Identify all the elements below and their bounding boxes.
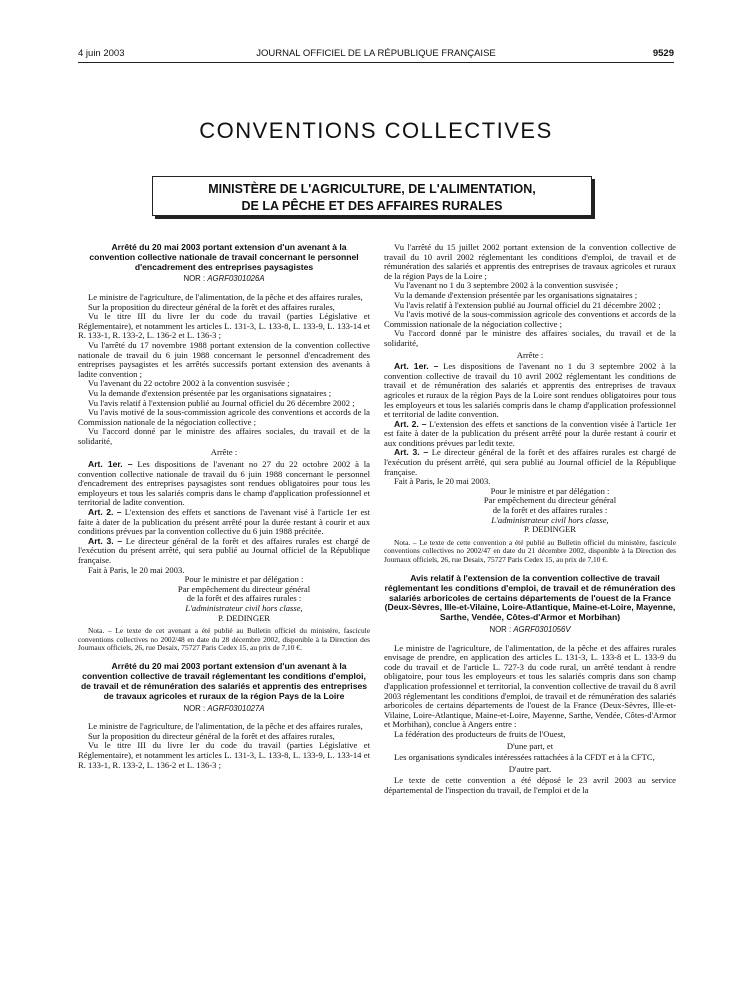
paragraph: Le ministre de l'agriculture, de l'alimentation, de la pêche et des affaires rurales, <box>88 721 363 732</box>
paragraph: Les organisations syndicales intéressées rattachées à la CFDT et à la CFTC, <box>394 752 655 763</box>
article-2: Art. 2. – L'extension des effets et sanctions de l'avenant visé à l'article 1er est faite à dater de la publication du présent arrêté pour la durée restant à courir et aux conditions prévues par la convention collective du 6 juin 1988 précitée. <box>78 507 370 537</box>
paragraph: D'une part, et <box>506 740 554 751</box>
paragraph: D'autre part. <box>508 763 552 774</box>
paragraph: Vu l'avis relatif à l'extension publié au Journal officiel du 21 décembre 2002 ; <box>394 299 661 310</box>
ministry-line-2: DE LA PÊCHE ET DES AFFAIRES RURALES <box>241 199 503 213</box>
signature-line: Par empêchement du directeur général <box>483 495 617 506</box>
arrete-label: Arrête : <box>210 447 238 458</box>
paragraph: Vu le titre III du livre Ier du code du travail (parties Législative et Réglementaire), et notamment les articles L. 131-3, L. 133-8, L. 133-9, L. 133-14 et R. 133-1, R. 133-2, L. 136-2 et L. 136-3 ; <box>78 740 370 770</box>
article-3: Art. 3. – Le directeur général de la forêt et des affaires rurales est chargé de l'exécution du présent arrêté, qui sera publié au Journal officiel de la République française. <box>78 535 370 566</box>
signatory-name: P. DEDINGER <box>217 612 271 623</box>
arrete-label: Arrête : <box>516 349 544 360</box>
header-page-number: 9529 <box>652 48 674 59</box>
avis-title: Avis relatif à l'extension de la convention collective de travail réglementant les conditions d'emploi, de travail et de rémunération des salariés arboricoles de certains départements de l'ouest de la France (Deux-Sèvres, Ille-et-Vilaine, Loire-Atlantique, Maine-et-Loire, Mayenne, Sarthe, Vendée, Côtes-d'Armor et Morbihan) <box>384 573 676 623</box>
avis-nor: NOR : AGRF0301056V <box>489 625 571 635</box>
paragraph: Sur la proposition du directeur général de la forêt et des affaires rurales, <box>88 730 335 741</box>
paragraph: Vu l'avis motivé de la sous-commission agricole des conventions et accords de la Commission nationale de la négociation collective ; <box>384 309 676 329</box>
right-column <box>384 243 676 796</box>
article-2: Art. 2. – L'extension des effets et sanctions de la convention visée à l'article 1er est faite à dater de la publication du présent arrêté pour la durée restant à courir et aux conditions prévues par ledit texte. <box>384 418 676 448</box>
arrete-2-title: Arrêté du 20 mai 2003 portant extension d'un avenant à la convention collective de travail réglementant les conditions d'emploi, de travail et de rémunération des salariés et apprentis des entreprises de travaux agricoles et ruraux de la région Pays de la Loire <box>80 661 368 701</box>
signature-line: Pour le ministre et par délégation : <box>490 485 610 496</box>
paragraph: Sur la proposition du directeur général de la forêt et des affaires rurales, <box>88 301 335 312</box>
paragraph: Vu l'accord donné par le ministre des affaires sociales, du travail et de la solidarité, <box>78 426 370 446</box>
fait-a-paris: Fait à Paris, le 20 mai 2003. <box>394 476 491 487</box>
paragraph: Vu l'arrêté du 15 juillet 2002 portant extension de la convention collective de travail du 10 avril 2002 réglementant les conditions d'emploi, de travail et de rémunération des salariés et apprentis des entreprises de travaux agricoles et ruraux de la région Pays de la Loire ; <box>384 242 676 281</box>
fait-a-paris: Fait à Paris, le 20 mai 2003. <box>88 564 185 575</box>
article-3: Art. 3. – Le directeur général de la forêt et des affaires rurales est chargé de l'exécution du présent arrêté, qui sera publié au Journal officiel de la République française. <box>384 447 676 477</box>
signature-line: L'administrateur civil hors classe, <box>185 602 303 613</box>
paragraph: Vu la demande d'extension présentée par les organisations signataires ; <box>88 387 332 398</box>
paragraph: Le ministre de l'agriculture, de l'alimentation, de la pêche et des affaires rurales, <box>88 291 363 302</box>
paragraph: Le texte de cette convention a été déposé le 23 avril 2003 au service départemental de l'inspection du travail, de l'emploi et de la <box>384 775 676 795</box>
paragraph: Vu l'arrêté du 17 novembre 1988 portant extension de la convention collective nationale de travail du 6 juin 1988 concernant le personnel d'encadrement des entreprises paysagistes et les arrêtés successifs portant extension des avenants à ladite convention ; <box>78 339 370 379</box>
signature-line: de la forêt et des affaires rurales : <box>186 593 302 604</box>
nota: Nota. – Le texte de cette convention a été publié au Bulletin officiel du ministère, fascicule conventions collectives no 2002/47 en date du 21 décembre 2002, disponible à la Direction des Journaux officiels, 26, rue Desaix, 75727 Paris Cedex 15, au prix de 7,10 €. <box>384 537 676 564</box>
section-title: CONVENTIONS COLLECTIVES <box>199 118 553 143</box>
paragraph: Vu le titre III du livre Ier du code du travail (parties Législative et Réglementaire), et notamment les articles L. 131-3, L. 133-8, L. 133-9, L. 133-14 et R. 133-1, R. 133-2, L. 136-2 et L. 136-3 ; <box>78 311 370 341</box>
header-date: 4 juin 2003 <box>78 48 125 59</box>
arrete-1-title: Arrêté du 20 mai 2003 portant extension d'un avenant à la convention collective nationale de travail concernant le personnel d'encadrement des entreprises paysagistes <box>89 242 359 272</box>
paragraph: La fédération des producteurs de fruits de l'Ouest, <box>394 728 566 739</box>
header-rule <box>78 62 674 63</box>
paragraph: Vu l'avis relatif à l'extension publié au Journal officiel du 26 décembre 2002 ; <box>88 397 355 408</box>
paragraph: Vu l'avenant no 1 du 3 septembre 2002 à la convention susvisée ; <box>394 280 618 291</box>
signature-line: L'administrateur civil hors classe, <box>491 514 609 525</box>
running-header <box>78 48 674 62</box>
paragraph: Vu l'avenant du 22 octobre 2002 à la convention susvisée ; <box>88 378 290 389</box>
paragraph: Vu l'avis motivé de la sous-commission agricole des conventions et accords de la Commission nationale de la négociation collective ; <box>78 407 370 427</box>
header-journal-title: JOURNAL OFFICIEL DE LA RÉPUBLIQUE FRANÇAISE <box>256 48 496 59</box>
paragraph: Le ministre de l'agriculture, de l'alimentation, de la pêche et des affaires rurales envisage de prendre, en application des articles L. 131-3, L. 133-8 et L. 133-9 du code du travail et de l'article L. 727-3 du code rural, un arrêté tendant à rendre obligatoire, pour tous les employeurs et tous les salariés compris dans son champ d'application professionnel et territorial, la convention collective de travail du 8 avril 2003 réglementant les conditions d'emploi, de travail et de rémunération des salariés arboricoles de certains départements de l'ouest de la France (Deux-Sèvres, Ille-et-Vilaine, Loire-Atlantique, Maine-et-Loire, Mayenne, Sarthe, Vendée, Côtes-d'Armor et Morbihan), conclue à Angers entre : <box>384 642 676 730</box>
signature-line: Pour le ministre et par délégation : <box>184 574 304 585</box>
paragraph: Vu l'accord donné par le ministre des affaires sociales, du travail et de la solidarité, <box>384 328 676 348</box>
arrete-1-nor: NOR : AGRF0301026A <box>183 274 265 284</box>
signature-line: de la forêt et des affaires rurales : <box>492 505 608 516</box>
article-1: Art. 1er. – Les dispositions de l'avenant no 1 du 3 septembre 2002 à la convention collective de travail du 10 avril 2002 réglementant les conditions de travail et de rémunération des salariés et apprentis des entreprises de travaux agricoles et ruraux de la région Pays de la Loire sont rendues obligatoires pour tous les employeurs et tous les salariés compris dans le champ d'application professionnel et territorial de ladite convention. <box>384 361 676 420</box>
nota: Nota. – Le texte de cet avenant a été publié au Bulletin officiel du ministère, fascicule conventions collectives no 2002/48 en date du 28 décembre 2002, disponible à la Direction des Journaux officiels, 26, rue Desaix, 75727 Paris Cedex 15, au prix de 7,10 €. <box>78 626 370 652</box>
signature-line: Par empêchement du directeur général <box>177 583 311 594</box>
arrete-2-nor: NOR : AGRF0301027A <box>183 703 265 713</box>
left-column <box>78 243 370 770</box>
article-1: Art. 1er. – Les dispositions de l'avenant no 27 du 22 octobre 2002 à la convention collective nationale de travail du 6 juin 1988 concernant le personnel d'encadrement des entreprises paysagistes sont rendues obligatoires pour tous les employeurs et tous les salariés compris dans le champ d'application professionnel et territorial de ladite convention. <box>78 459 370 508</box>
ministry-box <box>152 176 592 216</box>
paragraph: Vu la demande d'extension présentée par les organisations signataires ; <box>394 289 638 300</box>
signatory-name: P. DEDINGER <box>523 524 577 535</box>
ministry-line-1: MINISTÈRE DE L'AGRICULTURE, DE L'ALIMENTATION, <box>208 182 536 196</box>
